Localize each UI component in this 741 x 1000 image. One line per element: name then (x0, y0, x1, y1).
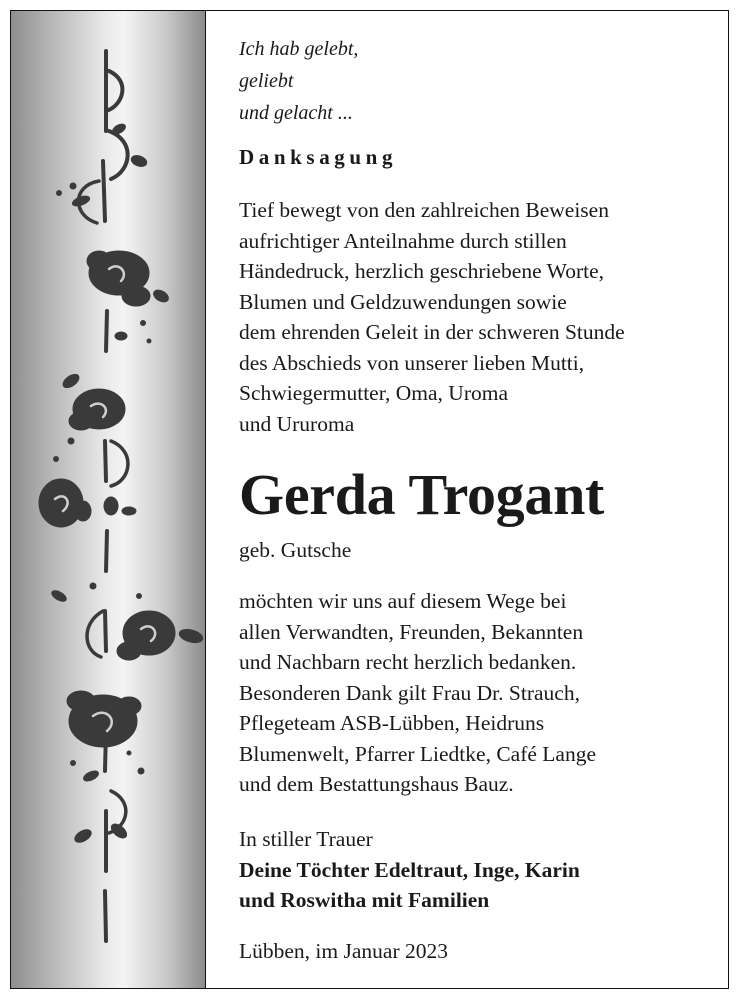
rose-vine-icon (11, 11, 205, 988)
text-line: Händedruck, herzlich geschriebene Worte, (239, 259, 604, 283)
mourning-intro: In stiller Trauer (239, 827, 373, 851)
motto-line: und gelacht ... (239, 102, 353, 124)
heading: Danksagung (239, 145, 398, 169)
text-line: Blumen und Geldzuwendungen sowie (239, 289, 567, 314)
text-line: Schwiegermutter, Oma, Uroma (239, 381, 509, 405)
text-line: Pflegeteam ASB-Lübben, Heidruns (239, 711, 545, 735)
text-line: und dem Bestattungshaus Bauz. (239, 772, 514, 796)
motto-line: geliebt (239, 70, 294, 92)
text-line: und Nachbarn recht herzlich bedanken. (239, 650, 577, 674)
place-date: Lübben, im Januar 2023 (239, 939, 448, 963)
text-line: Besonderen Dank gilt Frau Dr. Strauch, (239, 680, 580, 705)
thanks-paragraph (239, 586, 596, 800)
decorative-panel (11, 11, 206, 988)
text-line: und Ururoma (239, 411, 355, 436)
obituary-notice (10, 10, 729, 989)
family-line: und Roswitha mit Familien (239, 888, 490, 912)
text-line: aufrichtiger Anteilnahme durch stillen (239, 228, 567, 253)
intro-paragraph (239, 195, 625, 439)
text-line: möchten wir uns auf diesem Wege bei (239, 589, 567, 613)
maiden-name: geb. Gutsche (239, 538, 352, 562)
text-line: dem ehrenden Geleit in der schweren Stunde (239, 320, 625, 344)
deceased-name: Gerda Trogant (239, 462, 605, 527)
text-line: Tief bewegt von den zahlreichen Beweisen (239, 198, 609, 222)
motto (239, 33, 358, 129)
text-line: allen Verwandten, Freunden, Bekannten (239, 619, 584, 644)
text-line: Blumenwelt, Pfarrer Liedtke, Café Lange (239, 741, 596, 766)
motto-line: Ich hab gelebt, (239, 38, 359, 60)
mourning-block (239, 824, 580, 916)
family-line: Deine Töchter Edeltraut, Inge, Karin (239, 857, 580, 882)
text-line: des Abschieds von unserer lieben Mutti, (239, 350, 585, 375)
